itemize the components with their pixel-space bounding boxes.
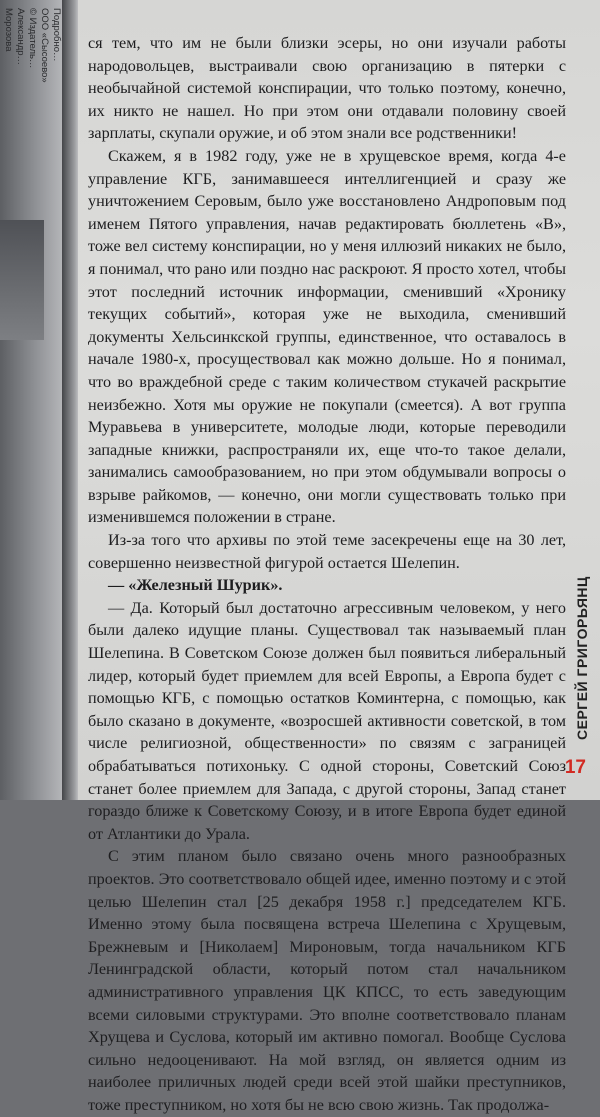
- imprint-line: Подробно…: [51, 8, 62, 62]
- imprint-line: Морозова: [3, 8, 14, 52]
- left-page-photo: [0, 220, 44, 340]
- author-running-head: [570, 570, 592, 740]
- paragraph: — «Железный Шурик».: [108, 576, 283, 595]
- paragraph: — Да. Который был достаточно агрессивным человеком, у него были далеко идущие планы. Существовал так называемый план Шелепина. В Советском Союзе должен был появиться либеральный лидер, который будет приемлем для всей Европы, а Европа будет с помощью КГБ, с помощью остатков Коминтерна, с помощью, как было сказано в документе, «возросшей активности советской, в том числе религиозной, общественности» по связям с заграницей обрабатываться потихоньку. С одной стороны, Советский Союз станет более приемлем для Запада, с другой стороны, Запад станет гораздо ближе к Советскому Союзу, и в итоге Европа будет единой от Атлантики до Урала.: [88, 598, 566, 843]
- paragraph: Скажем, я в 1982 году, уже не в хрущевское время, когда 4-е управление КГБ, занимавшееся интеллигенцией и сразу же уничтожением Серовым, было уже восстановлено Андроповым под именем Пятого управления, начав редактировать бюллетень «В», тоже вел систему конспирации, но у меня иллюзий никаких не было, я понимал, что рано или поздно нас раскроют. Я просто хотел, чтобы этот последний источник информации, сменивший «Хронику текущих событий», которая уже не выходила, сменивший документы Хельсинкской группы, единственное, что оставалось в начале 1980-х, просуществовал как можно дольше. Но я понимал, что во враждебной среде с таким количеством стукачей раскрытие неизбежно. Хотя мы оружие не покупали (смеется). А вот группа Муравьева в университете, молодые люди, которые переводили западные книжки, распространяли их, еще что-то такое делали, занимались самообразованием, но при этом обдумывали вопросы о взрыве райкомов, — конечно, они могли существовать только при изменившемся положении в стране.: [88, 146, 566, 527]
- book-page: [78, 0, 600, 1114]
- page-number: 17: [564, 757, 586, 778]
- paragraph: С этим планом было связано очень много разнообразных проектов. Это соответствовало общей идее, именно поэтому и с этой целью Шелепин стал [25 декабря 1958 г.] председателем КГБ. Именно этому была посвящена встреча Шелепина с Хрущевым, Брежневым и [Николаем] Мироновым, тогда начальником КГБ Ленинградской области, который потом стал начальником административного управления ЦК КПСС, то есть заведующим всеми силовыми структурами. Это вполне соответствовало планам Хрущева и Суслова, который им активно помогал. Вообще Суслова сильно недооценивают. На мой взгляд, он является одним из наиболее приличных людей среди всей этой шайки преступников, тоже преступником, но хотя бы не всю свою жизнь. Так продолжа-: [88, 847, 566, 1114]
- left-page-edge: [0, 0, 62, 800]
- imprint-line: Александр…: [15, 8, 26, 66]
- left-page-imprint: [2, 8, 62, 208]
- author-name: СЕРГЕЙ ГРИГОРЬЯНЦ: [574, 576, 590, 740]
- paragraph: ся тем, что им не были близки эсеры, но они изучали работы народовольцев, выстраивали свою организацию в пятерки с необычайной системой конспирации, что только поэтому, конечно, их никто не нашел. Но при этом они отдавали половину своей зарплаты, скупали оружие, и об этом знали все родственники!: [88, 34, 566, 143]
- page-body-text: [88, 32, 566, 1117]
- imprint-line: © Издатель…: [27, 8, 38, 69]
- imprint-text: [2, 8, 62, 228]
- imprint-line: ООО «Сысоево»: [39, 8, 50, 83]
- paragraph: Из-за того что архивы по этой теме засекречены еще на 30 лет, совершенно неизвестной фигурой остается Шелепин.: [88, 531, 566, 572]
